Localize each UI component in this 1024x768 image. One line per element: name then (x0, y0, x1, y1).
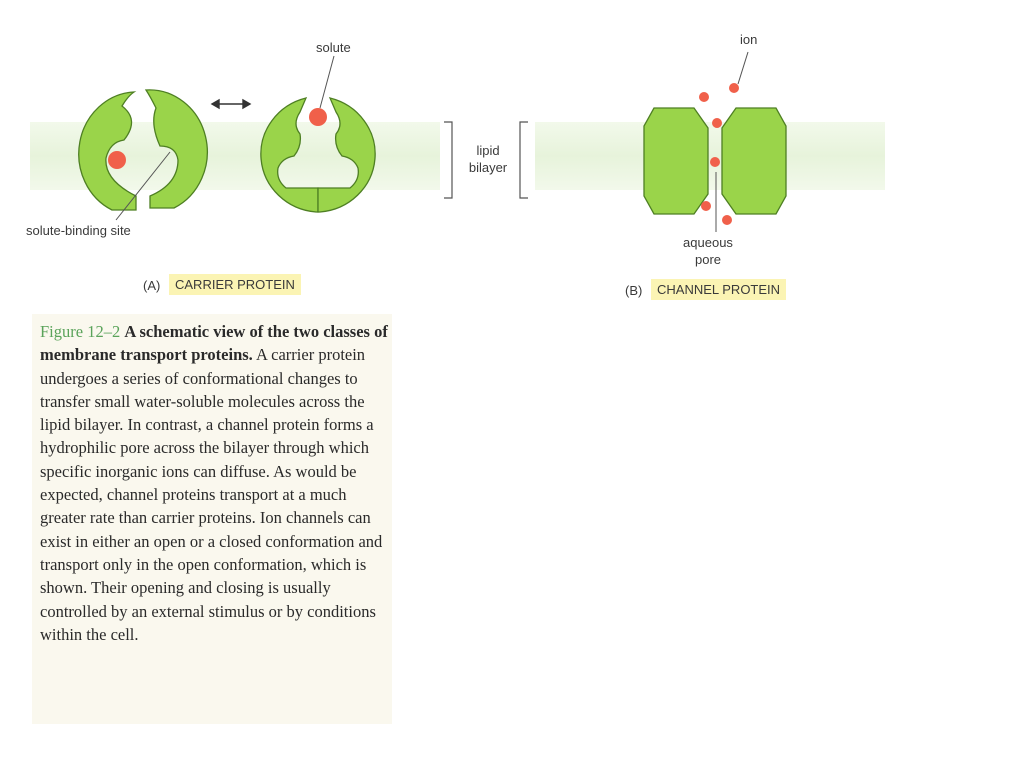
aqueous-pore-line2: pore (694, 252, 722, 267)
aqueous-pore-label (672, 234, 744, 268)
solute-binding-site-label: solute-binding site (26, 223, 131, 238)
ion-leader-line (738, 52, 748, 84)
panel-b-letter: (B) (625, 283, 643, 298)
conformation-change-arrow (212, 100, 250, 108)
channel-protein-title: CHANNEL PROTEIN (651, 279, 786, 300)
figure-title: A schematic view of the two classes of membrane transport proteins. (40, 322, 388, 365)
carrier-protein-closed-state (261, 98, 375, 212)
bilayer-bracket-left (444, 122, 452, 198)
figure-caption (32, 314, 392, 724)
solute-label: solute (316, 40, 351, 55)
channel-left-subunit (644, 108, 708, 214)
bound-solute (108, 151, 126, 169)
ion-dot (701, 201, 711, 211)
ion-dot (712, 118, 722, 128)
ion-dot (729, 83, 739, 93)
lipid-bilayer-line1: lipid (476, 143, 500, 158)
carrier-right-half (146, 90, 207, 208)
ion-dot (722, 215, 732, 225)
lipid-bilayer-line2: bilayer (468, 160, 508, 175)
carrier-protein-title: CARRIER PROTEIN (169, 274, 301, 295)
panel-a-letter: (A) (143, 278, 161, 293)
carrier-left-half (79, 92, 136, 210)
lipid-bilayer-label (462, 142, 514, 176)
aqueous-pore-line1: aqueous (683, 235, 733, 250)
ion-dot (699, 92, 709, 102)
ion-label: ion (740, 32, 758, 47)
ion-dot (710, 157, 720, 167)
channel-right-subunit (722, 108, 786, 214)
carrier-protein-open-state (79, 90, 208, 210)
bilayer-bracket-right (520, 122, 528, 198)
channel-protein (644, 83, 786, 225)
figure-number: Figure 12–2 (40, 322, 121, 341)
figure-body: A carrier protein undergoes a series of conformational changes to transfer small water-soluble molecules across the lipid bilayer. In contrast, a channel protein forms a hydrophilic pore across the bilayer through which specific inorganic ions can diffuse. As would be expected, channel proteins transport at a much greater rate than carrier proteins. Ion channels can exist in either an open or a closed conformation and transport only in the open conformation, which is shown. Their opening and closing is usually controlled by an external stimulus or by conditions within the cell. (40, 345, 383, 644)
unbound-solute (309, 108, 327, 126)
